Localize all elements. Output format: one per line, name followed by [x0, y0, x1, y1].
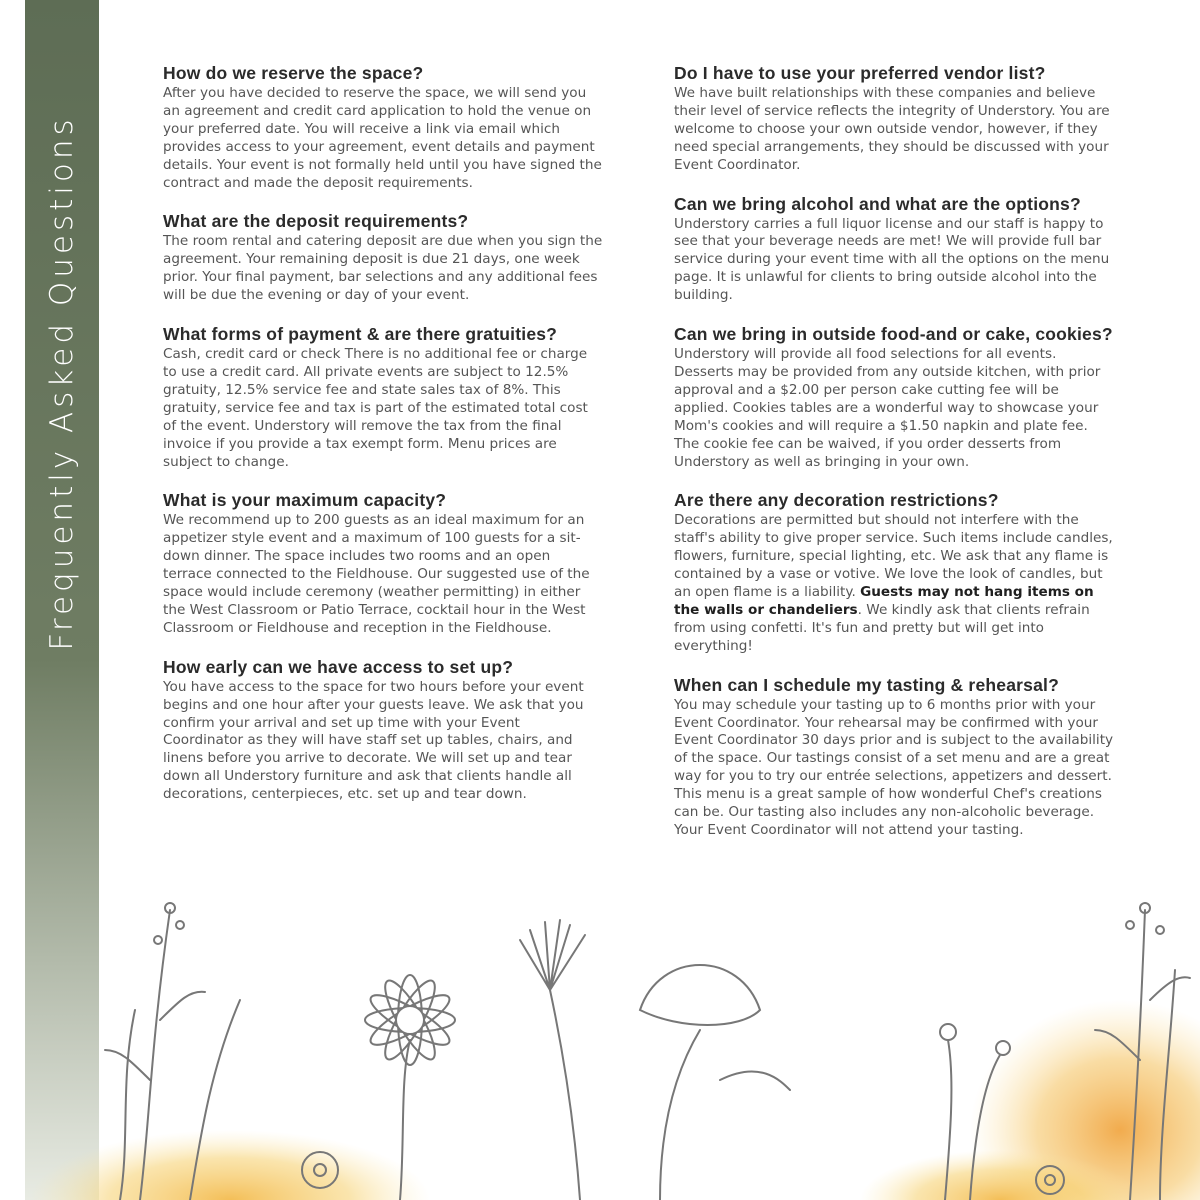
faq-answer: You may schedule your tasting up to 6 months prior with your Event Coordinator. Your rehearsal may be confirmed with your Event Coordinator 30 days prior and is subject to the availability of the space. Our tastings consist of a set menu and are a great way for you to try our entrée selections, appetizers and dessert. This menu is a great sample of how wonderful Chef's creations can be. Our tasting also includes any non-alcoholic beverage. Your Event Coordinator will not attend your tasting.: [674, 696, 1114, 838]
seed-head: [154, 936, 162, 944]
faq-question: Can we bring alcohol and what are the options?: [674, 193, 1081, 214]
thistle-flower: [520, 920, 585, 990]
faq-question: What are the deposit requirements?: [163, 211, 469, 232]
faq-question: Are there any decoration restrictions?: [674, 490, 999, 511]
seed-head: [176, 921, 184, 929]
watercolor-wash: [30, 1130, 430, 1200]
faq-column-right: [674, 62, 1114, 858]
daisy-flower: [365, 975, 455, 1065]
flower-stem: [550, 990, 580, 1200]
faq-item-reserve: [163, 62, 603, 192]
faq-question: What forms of payment & are there gratuities?: [163, 324, 558, 345]
faq-column-left: [163, 62, 603, 822]
faq-question: Do I have to use your preferred vendor list?: [674, 63, 1046, 83]
faq-answer: You have access to the space for two hours before your event begins and one hour after your guests leave. We ask that you confirm your arrival and set up time with your Event Coordinator as they will have staff set up tables, chairs, and linens before you arrive to decorate. We will set up and tear down all Understory furniture and ask that clients handle all decorations, centerpieces, etc. set up and tear down.: [163, 678, 584, 803]
faq-item-vendors: [674, 62, 1114, 175]
wildflower-illustration: [0, 880, 1200, 1200]
faq-question: How early can we have access to set up?: [163, 656, 514, 677]
faq-item-decorations: [674, 489, 1114, 655]
faq-answer: Understory will provide all food selections for all events. Desserts may be provided from any outside kitchen, with prior approval and a $2.00 per person cake cutting fee will be applied. Cookies tables are a wonderful way to showcase your Mom's cookies and will require a $1.50 napkin and plate fee. The cookie fee can be waived, if you order desserts from Understory as well as bringing in your own.: [674, 346, 1101, 470]
faq-question: When can I schedule my tasting & rehearsal?: [674, 674, 1059, 695]
faq-question: Can we bring in outside food-and or cake, cookies?: [674, 324, 1113, 345]
faq-item-capacity: [163, 489, 603, 637]
faq-question: How do we reserve the space?: [163, 63, 424, 83]
seed-head: [1126, 921, 1134, 929]
faq-question: What is your maximum capacity?: [163, 490, 447, 511]
faq-answer-emphasis: Guests may not hang items on the walls or chandeliers: [674, 584, 1094, 618]
leaf: [160, 992, 205, 1020]
leaf: [1150, 977, 1190, 1000]
leaf: [720, 1071, 790, 1090]
faq-item-outside-food: [674, 323, 1114, 471]
faq-item-deposit: [163, 210, 603, 305]
faq-answer: Understory carries a full liquor license and our staff is happy to see that your beverage needs are met! We will provide full bar service during your event time with all the options on the menu page. It is unlawful for clients to bring outside alcohol into the building.: [674, 215, 1110, 304]
faq-answer: After you have decided to reserve the space, we will send you an agreement and credit card application to hold the venue on your preferred date. You will receive a link via email which provides access to your agreement, event details and payment details. Your event is not formally held until you have signed the contract and made the deposit requirements.: [163, 85, 602, 191]
seed-head: [1156, 926, 1164, 934]
faq-answer: [674, 512, 1114, 655]
faq-answer: Cash, credit card or check There is no additional fee or charge to use a credit card. All private events are subject to 12.5% gratuity, 12.5% service fee and state sales tax of 8%. This gratuity, service fee and tax is part of the estimated total cost of the event. Understory will remove the tax from the final invoice if you provide a tax exempt form. Menu prices are subject to change.: [163, 346, 588, 470]
bud: [940, 1024, 956, 1040]
faq-answer: We recommend up to 200 guests as an ideal maximum for an appetizer style event and a maximum of 100 guests for a sit-down dinner. The space includes two rooms and an open terrace connected to the Fieldhouse. Our suggested use of the space would include ceremony (weather permitting) in either the West Classroom or Patio Terrace, cocktail hour in the West Classroom or Fieldhouse and reception in the Fieldhouse.: [163, 512, 590, 636]
faq-item-setup: [163, 656, 603, 804]
faq-item-payment: [163, 323, 603, 471]
faq-item-alcohol: [674, 193, 1114, 306]
faq-item-tasting: [674, 674, 1114, 840]
flower-stem: [660, 1030, 700, 1200]
faq-answer: We have built relationships with these companies and believe their level of service reflects the integrity of Understory. You are welcome to choose your own outside vendor, however, if they need special arrangements, they should be discussed with your Event Coordinator.: [674, 85, 1110, 173]
faq-answer-text: . We kindly ask that clients refrain from using confetti. It's fun and pretty but will get into everything!: [674, 601, 1090, 654]
sidebar-title: Frequently Asked Questions: [44, 115, 80, 651]
faq-answer: The room rental and catering deposit are due when you sign the agreement. Your remaining deposit is due 21 days, one week prior. Your final payment, bar selections and any additional fees will be due the evening or day of your event.: [163, 233, 603, 304]
poppy-flower: [640, 965, 760, 1025]
faq-answer-text: Decorations are permitted but should not interfere with the staff's ability to give proper service. Such items include candles, flowers, furniture, special lighting, etc. We ask that any flame is contained by a vase or votive. We love the look of candles, but an open flame is a liability.: [674, 512, 1113, 601]
